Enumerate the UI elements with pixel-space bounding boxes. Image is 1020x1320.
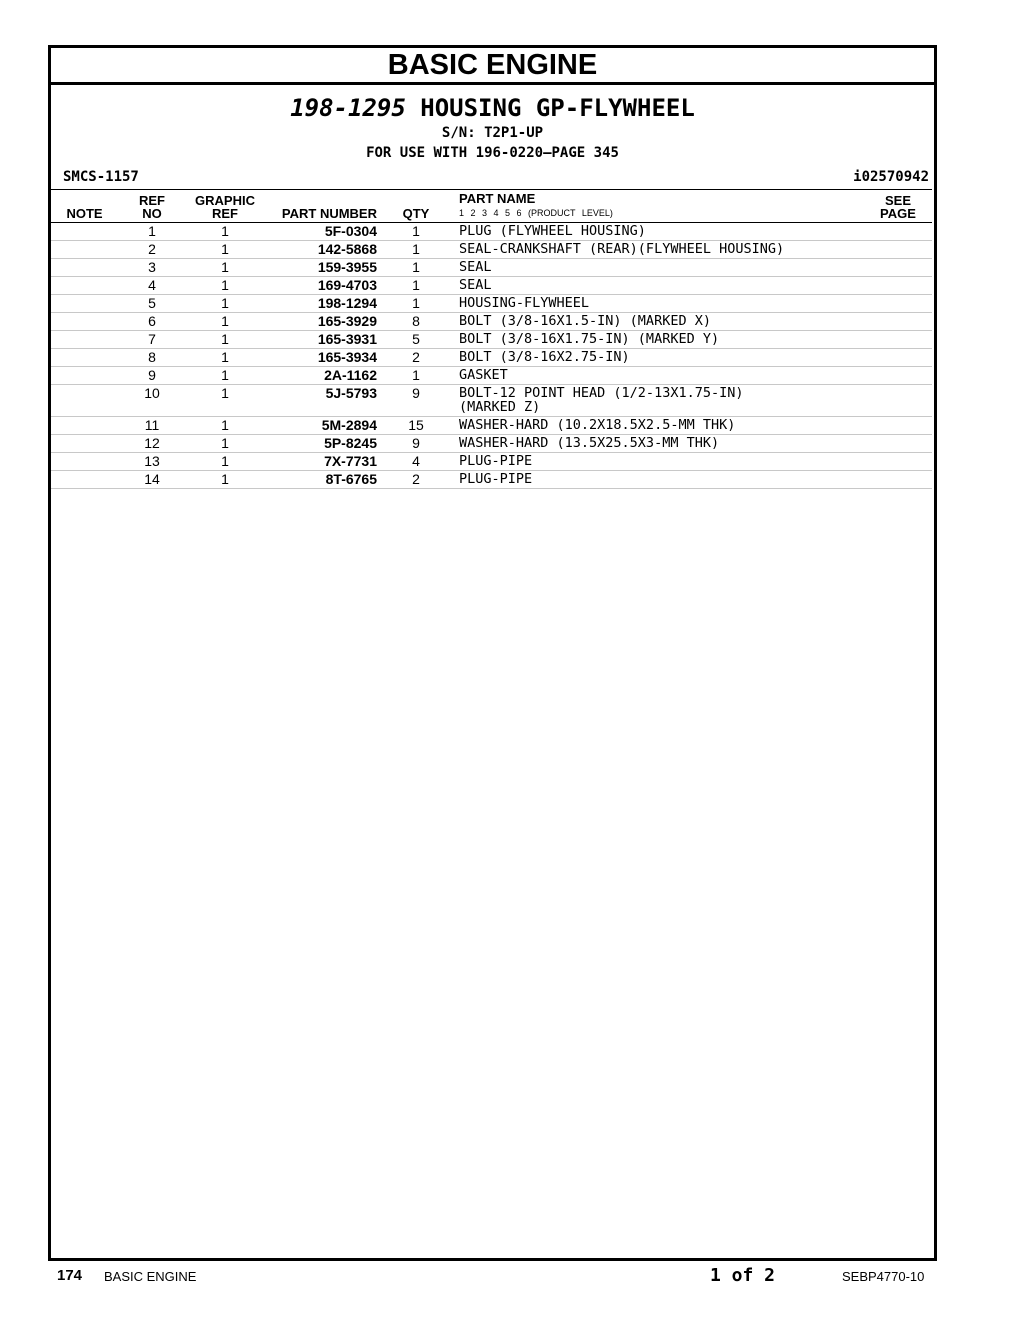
group-name: HOUSING GP-FLYWHEEL bbox=[420, 94, 695, 122]
cell-see-page bbox=[864, 331, 932, 349]
cell-qty: 1 bbox=[381, 295, 451, 313]
cell-note bbox=[51, 417, 118, 435]
cell-note bbox=[51, 223, 118, 241]
cell-part-number: 165-3929 bbox=[264, 313, 381, 331]
cell-note bbox=[51, 331, 118, 349]
cell-qty: 4 bbox=[381, 453, 451, 471]
cell-part-number: 169-4703 bbox=[264, 277, 381, 295]
cell-ref-no: 1 bbox=[118, 223, 186, 241]
table-row bbox=[51, 295, 932, 313]
cell-graphic-ref: 1 bbox=[186, 367, 264, 385]
cell-note bbox=[51, 453, 118, 471]
cell-qty: 2 bbox=[381, 471, 451, 489]
cell-ref-no: 7 bbox=[118, 331, 186, 349]
group-number: 198-1295 bbox=[290, 94, 406, 122]
group-title bbox=[51, 93, 934, 123]
col-qty: QTY bbox=[381, 190, 451, 223]
group-header bbox=[51, 93, 934, 163]
cell-note bbox=[51, 367, 118, 385]
cell-part-name: HOUSING-FLYWHEEL bbox=[451, 295, 864, 313]
table-row bbox=[51, 223, 932, 241]
cell-part-name: PLUG-PIPE bbox=[451, 453, 864, 471]
cell-qty: 9 bbox=[381, 435, 451, 453]
table-row bbox=[51, 313, 932, 331]
cell-qty: 9 bbox=[381, 385, 451, 417]
footer-section: BASIC ENGINE bbox=[104, 1269, 197, 1284]
cell-see-page bbox=[864, 385, 932, 417]
cell-ref-no: 12 bbox=[118, 435, 186, 453]
col-part-name: PART NAME 1 2 3 4 5 6 (PRODUCT LEVEL) bbox=[451, 190, 864, 223]
cell-part-name: WASHER-HARD (10.2X18.5X2.5-MM THK) bbox=[451, 417, 864, 435]
cell-graphic-ref: 1 bbox=[186, 435, 264, 453]
cell-ref-no: 13 bbox=[118, 453, 186, 471]
cell-see-page bbox=[864, 349, 932, 367]
cell-note bbox=[51, 277, 118, 295]
cell-part-name: WASHER-HARD (13.5X25.5X3-MM THK) bbox=[451, 435, 864, 453]
cell-part-name: SEAL bbox=[451, 277, 864, 295]
table-row bbox=[51, 417, 932, 435]
cell-see-page bbox=[864, 435, 932, 453]
cell-see-page bbox=[864, 417, 932, 435]
cell-part-number: 159-3955 bbox=[264, 259, 381, 277]
cell-part-name: SEAL bbox=[451, 259, 864, 277]
cell-graphic-ref: 1 bbox=[186, 313, 264, 331]
cell-graphic-ref: 1 bbox=[186, 471, 264, 489]
illustration-id: i02570942 bbox=[853, 169, 929, 185]
cell-see-page bbox=[864, 277, 932, 295]
cell-see-page bbox=[864, 367, 932, 385]
cell-part-number: 5J-5793 bbox=[264, 385, 381, 417]
cell-qty: 1 bbox=[381, 367, 451, 385]
table-row bbox=[51, 435, 932, 453]
cell-part-number: 165-3931 bbox=[264, 331, 381, 349]
cell-qty: 1 bbox=[381, 241, 451, 259]
sheet-indicator: 1 of 2 bbox=[710, 1265, 776, 1286]
page-number: 174 bbox=[57, 1267, 83, 1284]
cell-graphic-ref: 1 bbox=[186, 259, 264, 277]
cell-part-number: 2A-1162 bbox=[264, 367, 381, 385]
cell-see-page bbox=[864, 241, 932, 259]
col-note: NOTE bbox=[51, 190, 118, 223]
cell-qty: 1 bbox=[381, 277, 451, 295]
cell-graphic-ref: 1 bbox=[186, 349, 264, 367]
table-row bbox=[51, 277, 932, 295]
cell-part-number: 7X-7731 bbox=[264, 453, 381, 471]
cell-see-page bbox=[864, 223, 932, 241]
col-ref-no: REF NO bbox=[118, 190, 186, 223]
col-graphic-ref: GRAPHIC REF bbox=[186, 190, 264, 223]
cell-qty: 8 bbox=[381, 313, 451, 331]
cell-qty: 15 bbox=[381, 417, 451, 435]
cell-see-page bbox=[864, 453, 932, 471]
table-row bbox=[51, 471, 932, 489]
cell-ref-no: 14 bbox=[118, 471, 186, 489]
cell-part-name: SEAL-CRANKSHAFT (REAR)(FLYWHEEL HOUSING) bbox=[451, 241, 864, 259]
table-row bbox=[51, 241, 932, 259]
cell-graphic-ref: 1 bbox=[186, 453, 264, 471]
serial-range: S/N: T2P1-UP bbox=[441, 125, 544, 141]
cell-qty: 2 bbox=[381, 349, 451, 367]
cell-graphic-ref: 1 bbox=[186, 241, 264, 259]
table-row bbox=[51, 259, 932, 277]
table-row bbox=[51, 385, 932, 417]
table-row bbox=[51, 453, 932, 471]
product-level-label: 1 2 3 4 5 6 (PRODUCT LEVEL) bbox=[459, 208, 613, 218]
table-row bbox=[51, 349, 932, 367]
page-frame bbox=[48, 45, 937, 1261]
cell-ref-no: 2 bbox=[118, 241, 186, 259]
cell-ref-no: 9 bbox=[118, 367, 186, 385]
table-header-row bbox=[51, 190, 932, 223]
id-row bbox=[51, 167, 934, 189]
cell-part-name: GASKET bbox=[451, 367, 864, 385]
cell-graphic-ref: 1 bbox=[186, 417, 264, 435]
cell-part-number: 5M-2894 bbox=[264, 417, 381, 435]
cell-note bbox=[51, 241, 118, 259]
table-row bbox=[51, 331, 932, 349]
smcs-code: SMCS-1157 bbox=[63, 169, 139, 185]
for-use-with: FOR USE WITH 196-0220—PAGE 345 bbox=[366, 145, 619, 161]
cell-ref-no: 5 bbox=[118, 295, 186, 313]
cell-ref-no: 11 bbox=[118, 417, 186, 435]
cell-graphic-ref: 1 bbox=[186, 223, 264, 241]
cell-note bbox=[51, 435, 118, 453]
cell-part-number: 165-3934 bbox=[264, 349, 381, 367]
cell-note bbox=[51, 295, 118, 313]
cell-see-page bbox=[864, 259, 932, 277]
col-see-page: SEE PAGE bbox=[864, 190, 932, 223]
cell-graphic-ref: 1 bbox=[186, 331, 264, 349]
cell-qty: 5 bbox=[381, 331, 451, 349]
cell-part-number: 5F-0304 bbox=[264, 223, 381, 241]
cell-part-name: BOLT-12 POINT HEAD (1/2-13X1.75-IN) (MARKED Z) bbox=[451, 385, 864, 417]
cell-part-number: 5P-8245 bbox=[264, 435, 381, 453]
cell-ref-no: 3 bbox=[118, 259, 186, 277]
cell-graphic-ref: 1 bbox=[186, 295, 264, 313]
cell-part-name: PLUG-PIPE bbox=[451, 471, 864, 489]
cell-ref-no: 8 bbox=[118, 349, 186, 367]
cell-part-name: BOLT (3/8-16X2.75-IN) bbox=[451, 349, 864, 367]
cell-see-page bbox=[864, 295, 932, 313]
cell-part-name: BOLT (3/8-16X1.75-IN) (MARKED Y) bbox=[451, 331, 864, 349]
col-part-number: PART NUMBER bbox=[264, 190, 381, 223]
cell-ref-no: 10 bbox=[118, 385, 186, 417]
cell-part-number: 8T-6765 bbox=[264, 471, 381, 489]
cell-ref-no: 6 bbox=[118, 313, 186, 331]
section-title: BASIC ENGINE bbox=[51, 48, 934, 85]
parts-table bbox=[51, 189, 932, 489]
cell-graphic-ref: 1 bbox=[186, 385, 264, 417]
cell-part-name: BOLT (3/8-16X1.5-IN) (MARKED X) bbox=[451, 313, 864, 331]
cell-graphic-ref: 1 bbox=[186, 277, 264, 295]
document-number: SEBP4770-10 bbox=[842, 1269, 925, 1284]
page-footer bbox=[0, 1266, 1020, 1288]
cell-see-page bbox=[864, 313, 932, 331]
cell-part-number: 198-1294 bbox=[264, 295, 381, 313]
cell-note bbox=[51, 313, 118, 331]
cell-note bbox=[51, 349, 118, 367]
cell-part-number: 142-5868 bbox=[264, 241, 381, 259]
cell-qty: 1 bbox=[381, 223, 451, 241]
cell-qty: 1 bbox=[381, 259, 451, 277]
table-row bbox=[51, 367, 932, 385]
cell-part-name: PLUG (FLYWHEEL HOUSING) bbox=[451, 223, 864, 241]
cell-note bbox=[51, 259, 118, 277]
cell-see-page bbox=[864, 471, 932, 489]
cell-ref-no: 4 bbox=[118, 277, 186, 295]
cell-note bbox=[51, 471, 118, 489]
cell-note bbox=[51, 385, 118, 417]
